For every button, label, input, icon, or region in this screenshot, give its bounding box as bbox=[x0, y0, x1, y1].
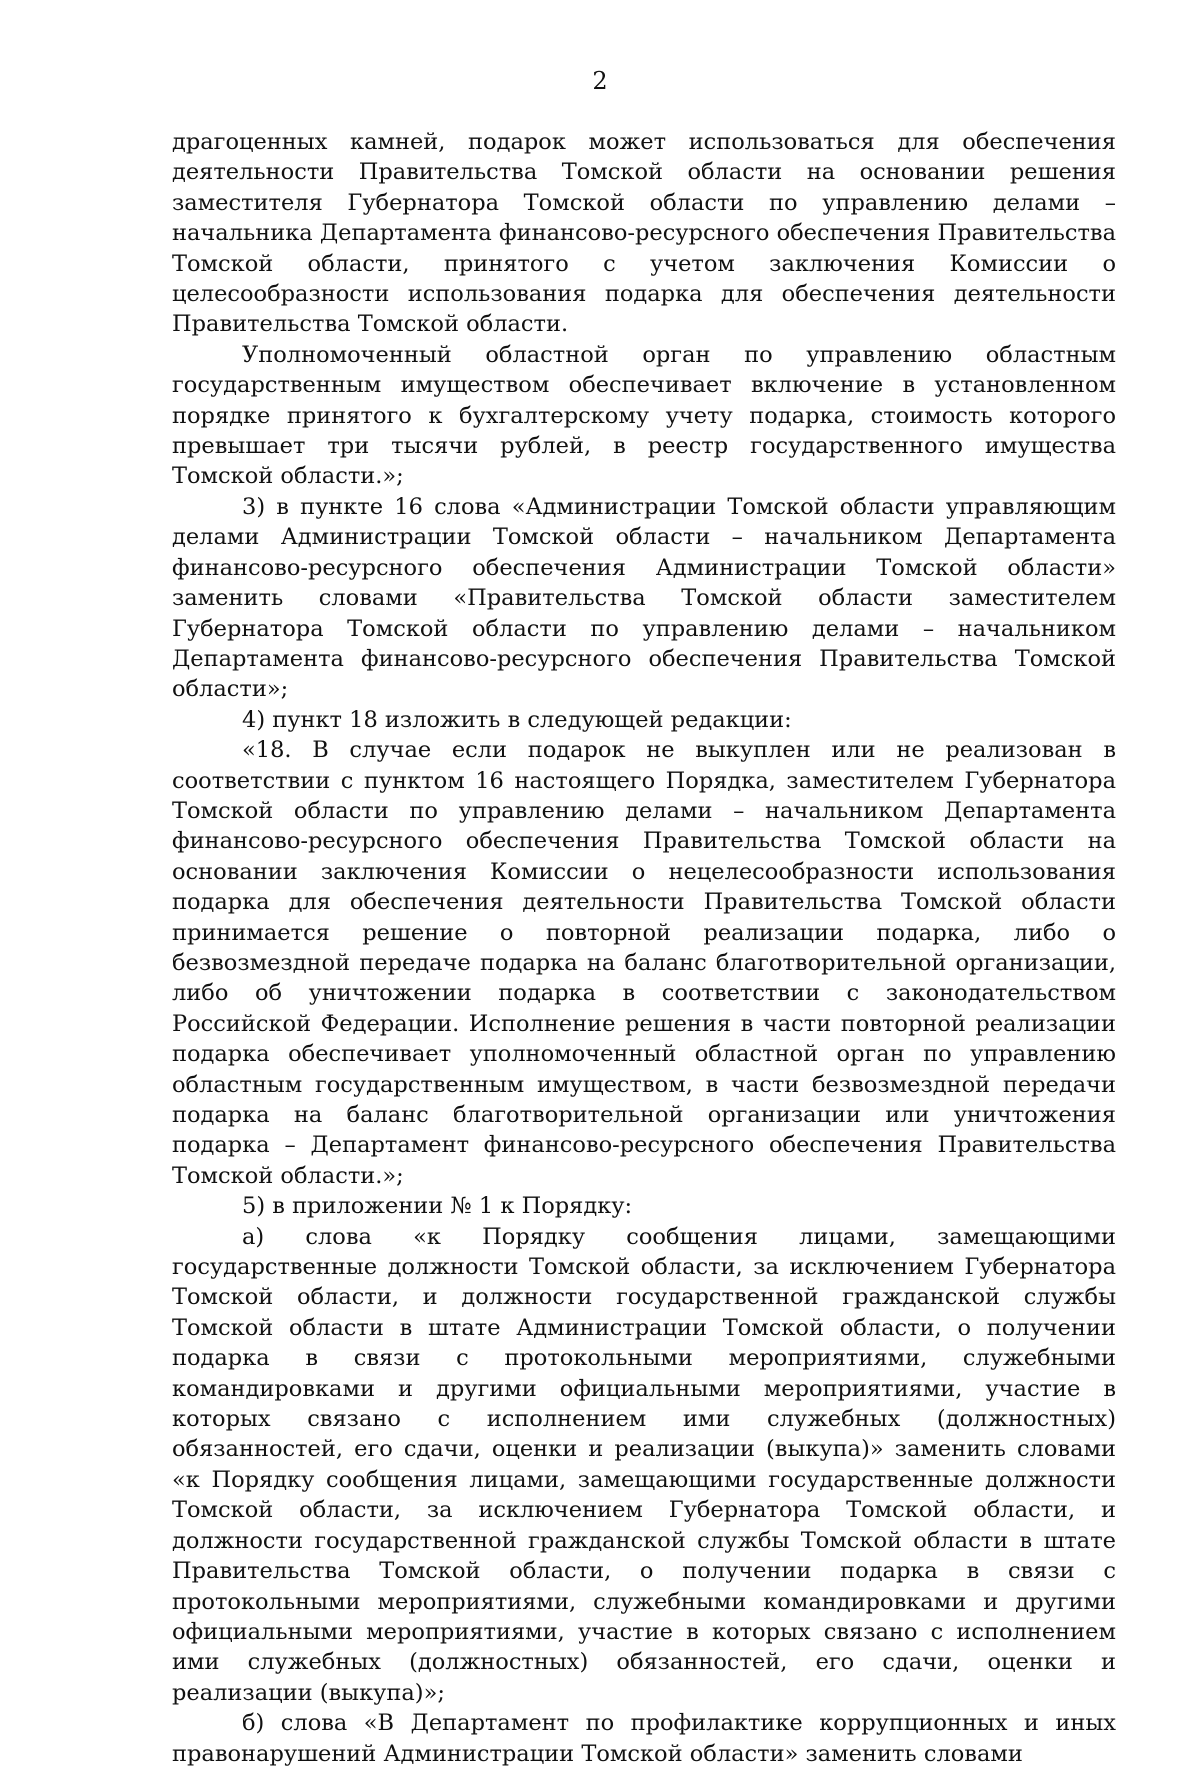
paragraph: драгоценных камней, подарок может использоваться для обеспечения деятельности Правительства Томской области на основании решения заместителя Губернатора Томской области по управлению делами – начальника Департамента финансово-ресурсного обеспечения Правительства Томской области, принятого с учетом заключения Комиссии о целесообразности использования подарка для обеспечения деятельности Правительства Томской области. bbox=[172, 129, 1116, 338]
paragraph: 5) в приложении № 1 к Порядку: bbox=[242, 1193, 633, 1220]
paragraph: а) слова «к Порядку сообщения лицами, замещающими государственные должности Томской области, за исключением Губернатора Томской области, и должности государственной гражданской службы Томской области в штате Администрации Томской области, о получении подарка в связи с протокольными мероприятиями, служебными командировками и другими официальными мероприятиями, участие в которых связано с исполнением ими служебных (должностных) обязанностей, его сдачи, оценки и реализации (выкупа)» заменить словами «к Порядку сообщения лицами, замещающими государственные должности Томской области, за исключением Губернатора Томской области, и должности государственной гражданской службы Томской области в штате Правительства Томской области, о получении подарка в связи с протокольными мероприятиями, служебными командировками и другими официальными мероприятиями, участие в которых связано с исполнением ими служебных (должностных) обязанностей, его сдачи, оценки и реализации (выкупа)»; bbox=[172, 1223, 1116, 1706]
paragraph: Уполномоченный областной орган по управлению областным государственным имуществом обеспечивает включение в установленном порядке принятого к бухгалтерскому учету подарка, стоимость которого превышает три тысячи рублей, в реестр государственного имущества Томской области.»; bbox=[172, 341, 1116, 490]
page-number: 2 bbox=[592, 67, 608, 95]
paragraph: «18. В случае если подарок не выкуплен или не реализован в соответствии с пунктом 16 настоящего Порядка, заместителем Губернатора Томской области по управлению делами – начальником Департамента финансово-ресурсного обеспечения Правительства Томской области на основании заключения Комиссии о нецелесообразности использования подарка для обеспечения деятельности Правительства Томской области принимается решение о повторной реализации подарка, либо о безвозмездной передаче подарка на баланс благотворительной организации, либо об уничтожении подарка в соответствии с законодательством Российской Федерации. Исполнение решения в части повторной реализации подарка обеспечивает уполномоченный областной орган по управлению областным государственным имуществом, в части безвозмездной передачи подарка на баланс благотворительной организации или уничтожения подарка – Департамент финансово-ресурсного обеспечения Правительства Томской области.»; bbox=[172, 737, 1116, 1189]
paragraph: 3) в пункте 16 слова «Администрации Томской области управляющим делами Администрации Томской области – начальником Департамента финансово-ресурсного обеспечения Администрации Томской области» заменить словами «Правительства Томской области заместителем Губернатора Томской области по управлению делами – начальником Департамента финансово-ресурсного обеспечения Правительства Томской области»; bbox=[172, 493, 1116, 703]
document-body bbox=[172, 127, 1116, 1769]
paragraph: б) слова «В Департамент по профилактике коррупционных и иных правонарушений Администрации Томской области» заменить словами bbox=[172, 1710, 1116, 1767]
paragraph: 4) пункт 18 изложить в следующей редакции: bbox=[242, 706, 792, 733]
